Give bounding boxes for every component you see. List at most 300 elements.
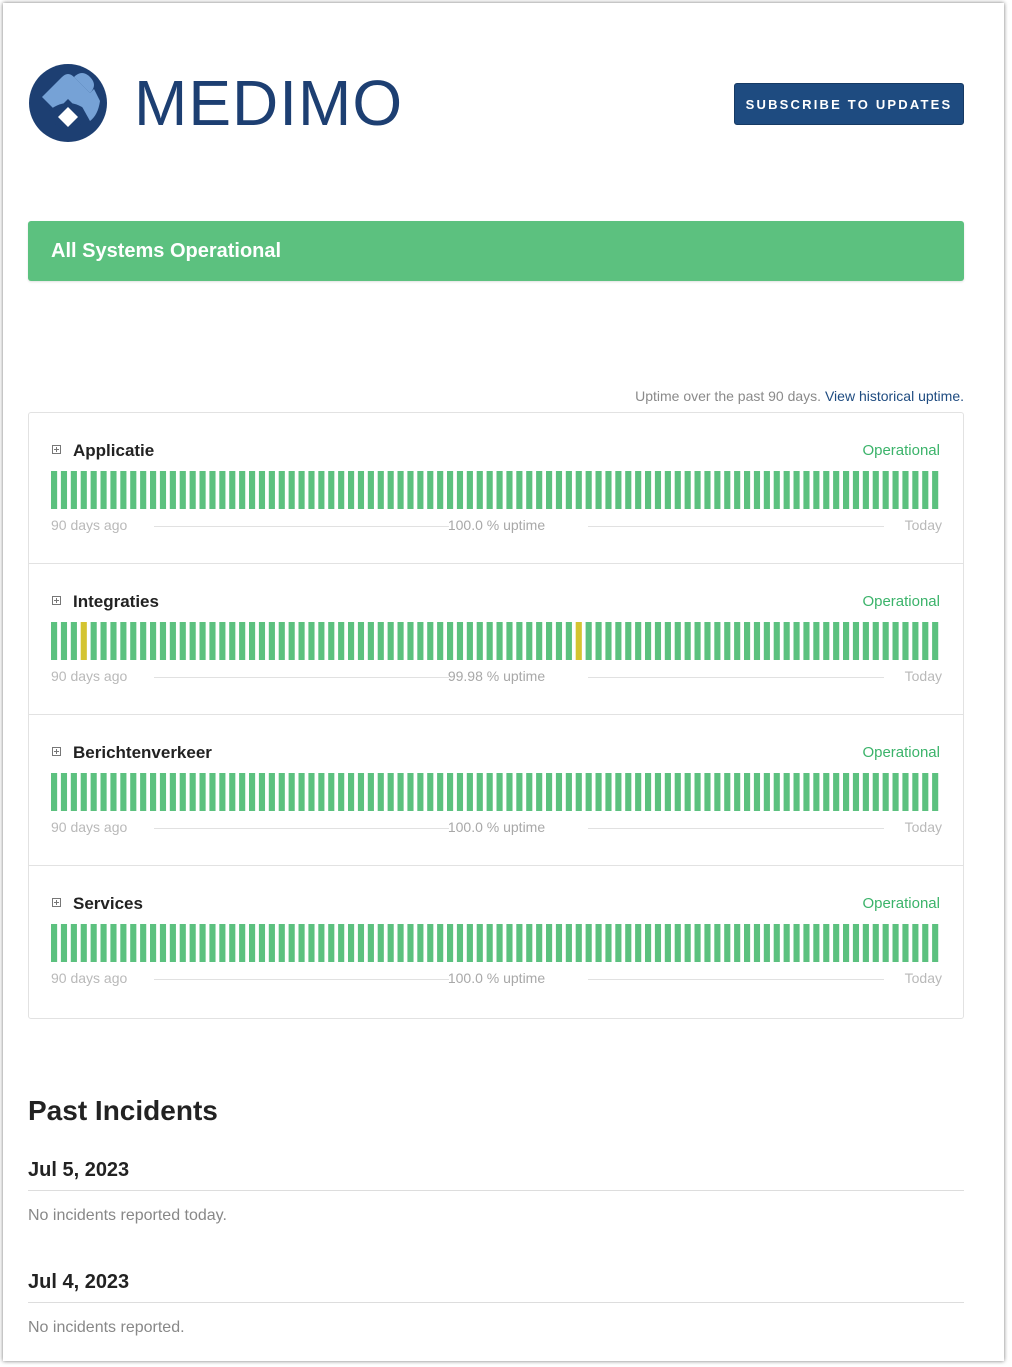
uptime-day-bar[interactable] bbox=[249, 773, 255, 811]
uptime-day-bar[interactable] bbox=[249, 924, 255, 962]
uptime-day-bar[interactable] bbox=[615, 773, 621, 811]
uptime-day-bar[interactable] bbox=[190, 924, 196, 962]
uptime-day-bar[interactable] bbox=[190, 773, 196, 811]
uptime-day-bar[interactable] bbox=[714, 471, 720, 509]
uptime-day-bar[interactable] bbox=[467, 773, 473, 811]
component-header[interactable] bbox=[51, 743, 940, 763]
uptime-day-bar[interactable] bbox=[51, 622, 57, 660]
uptime-day-bar[interactable] bbox=[427, 471, 433, 509]
uptime-day-bar[interactable] bbox=[209, 924, 215, 962]
uptime-day-bar[interactable] bbox=[101, 471, 107, 509]
uptime-day-bar[interactable] bbox=[566, 924, 572, 962]
uptime-day-bar[interactable] bbox=[348, 924, 354, 962]
uptime-day-bar[interactable] bbox=[546, 622, 552, 660]
uptime-day-bar[interactable] bbox=[586, 773, 592, 811]
uptime-day-bar[interactable] bbox=[110, 924, 116, 962]
uptime-day-bar[interactable] bbox=[516, 924, 522, 962]
uptime-day-bar[interactable] bbox=[922, 622, 928, 660]
uptime-day-bar[interactable] bbox=[81, 924, 87, 962]
uptime-day-bar[interactable] bbox=[190, 471, 196, 509]
uptime-day-bar[interactable] bbox=[586, 471, 592, 509]
uptime-day-bar[interactable] bbox=[516, 622, 522, 660]
uptime-day-bar[interactable] bbox=[417, 924, 423, 962]
uptime-day-bar[interactable] bbox=[407, 622, 413, 660]
uptime-day-bar[interactable] bbox=[506, 924, 512, 962]
uptime-day-bar[interactable] bbox=[744, 924, 750, 962]
uptime-day-bar[interactable] bbox=[120, 471, 126, 509]
uptime-day-bar[interactable] bbox=[546, 773, 552, 811]
uptime-day-bar[interactable] bbox=[328, 924, 334, 962]
uptime-day-bar-degraded[interactable] bbox=[81, 622, 87, 660]
uptime-day-bar[interactable] bbox=[338, 924, 344, 962]
uptime-day-bar[interactable] bbox=[605, 773, 611, 811]
uptime-day-bar[interactable] bbox=[556, 924, 562, 962]
uptime-day-bar[interactable] bbox=[259, 471, 265, 509]
uptime-day-bar[interactable] bbox=[51, 924, 57, 962]
uptime-day-bar[interactable] bbox=[417, 471, 423, 509]
uptime-day-bar[interactable] bbox=[596, 773, 602, 811]
uptime-day-bar[interactable] bbox=[744, 773, 750, 811]
uptime-day-bar[interactable] bbox=[437, 773, 443, 811]
subscribe-button[interactable]: SUBSCRIBE TO UPDATES bbox=[734, 83, 964, 125]
expand-icon[interactable] bbox=[52, 898, 61, 907]
uptime-day-bar[interactable] bbox=[368, 622, 374, 660]
uptime-day-bar[interactable] bbox=[487, 471, 493, 509]
uptime-day-bar[interactable] bbox=[308, 773, 314, 811]
uptime-day-bar[interactable] bbox=[853, 622, 859, 660]
uptime-day-bar[interactable] bbox=[774, 471, 780, 509]
uptime-day-bar[interactable] bbox=[71, 471, 77, 509]
uptime-day-bar[interactable] bbox=[843, 622, 849, 660]
uptime-day-bar[interactable] bbox=[704, 622, 710, 660]
uptime-day-bar[interactable] bbox=[665, 773, 671, 811]
uptime-day-bar[interactable] bbox=[91, 773, 97, 811]
uptime-day-bar[interactable] bbox=[388, 773, 394, 811]
uptime-day-bar[interactable] bbox=[61, 471, 67, 509]
uptime-day-bar[interactable] bbox=[744, 622, 750, 660]
uptime-day-bar[interactable] bbox=[843, 924, 849, 962]
uptime-day-bar[interactable] bbox=[170, 924, 176, 962]
uptime-day-bar[interactable] bbox=[209, 773, 215, 811]
uptime-day-bar[interactable] bbox=[398, 471, 404, 509]
uptime-day-bar-degraded[interactable] bbox=[576, 622, 582, 660]
uptime-day-bar[interactable] bbox=[140, 773, 146, 811]
uptime-day-bar[interactable] bbox=[269, 924, 275, 962]
uptime-day-bar[interactable] bbox=[477, 773, 483, 811]
uptime-day-bar[interactable] bbox=[299, 622, 305, 660]
uptime-day-bar[interactable] bbox=[685, 773, 691, 811]
uptime-day-bar[interactable] bbox=[160, 622, 166, 660]
uptime-day-bar[interactable] bbox=[289, 622, 295, 660]
uptime-day-bar[interactable] bbox=[714, 622, 720, 660]
uptime-day-bar[interactable] bbox=[645, 622, 651, 660]
uptime-day-bar[interactable] bbox=[318, 471, 324, 509]
uptime-day-bar[interactable] bbox=[299, 471, 305, 509]
uptime-day-bar[interactable] bbox=[843, 471, 849, 509]
uptime-day-bar[interactable] bbox=[635, 471, 641, 509]
uptime-day-bar[interactable] bbox=[536, 924, 542, 962]
uptime-day-bar[interactable] bbox=[457, 924, 463, 962]
uptime-day-bar[interactable] bbox=[764, 471, 770, 509]
uptime-day-bar[interactable] bbox=[368, 471, 374, 509]
uptime-day-bar[interactable] bbox=[130, 924, 136, 962]
uptime-day-bar[interactable] bbox=[823, 471, 829, 509]
uptime-day-bar[interactable] bbox=[596, 622, 602, 660]
uptime-day-bar[interactable] bbox=[51, 471, 57, 509]
uptime-day-bar[interactable] bbox=[526, 622, 532, 660]
uptime-day-bar[interactable] bbox=[922, 924, 928, 962]
uptime-day-bar[interactable] bbox=[358, 622, 364, 660]
uptime-day-bar[interactable] bbox=[200, 471, 206, 509]
uptime-day-bar[interactable] bbox=[853, 471, 859, 509]
uptime-day-bar[interactable] bbox=[675, 622, 681, 660]
uptime-day-bar[interactable] bbox=[605, 924, 611, 962]
uptime-day-bar[interactable] bbox=[417, 773, 423, 811]
uptime-day-bar[interactable] bbox=[200, 773, 206, 811]
uptime-day-bar[interactable] bbox=[704, 471, 710, 509]
uptime-day-bar[interactable] bbox=[249, 622, 255, 660]
uptime-day-bar[interactable] bbox=[239, 622, 245, 660]
uptime-day-bar[interactable] bbox=[695, 924, 701, 962]
uptime-day-bar[interactable] bbox=[784, 924, 790, 962]
uptime-day-bar[interactable] bbox=[427, 622, 433, 660]
uptime-day-bar[interactable] bbox=[239, 471, 245, 509]
uptime-day-bar[interactable] bbox=[170, 773, 176, 811]
uptime-day-bar[interactable] bbox=[794, 924, 800, 962]
uptime-day-bar[interactable] bbox=[566, 471, 572, 509]
uptime-day-bar[interactable] bbox=[140, 924, 146, 962]
uptime-day-bar[interactable] bbox=[338, 622, 344, 660]
uptime-day-bar[interactable] bbox=[516, 471, 522, 509]
uptime-day-bar[interactable] bbox=[685, 924, 691, 962]
view-historical-uptime-link[interactable]: View historical uptime. bbox=[824, 388, 964, 404]
uptime-day-bar[interactable] bbox=[229, 924, 235, 962]
uptime-day-bar[interactable] bbox=[526, 773, 532, 811]
uptime-day-bar[interactable] bbox=[506, 471, 512, 509]
uptime-day-bar[interactable] bbox=[150, 622, 156, 660]
uptime-day-bar[interactable] bbox=[259, 924, 265, 962]
uptime-day-bar[interactable] bbox=[348, 773, 354, 811]
uptime-day-bar[interactable] bbox=[526, 471, 532, 509]
uptime-day-bar[interactable] bbox=[586, 622, 592, 660]
uptime-day-bar[interactable] bbox=[714, 773, 720, 811]
uptime-day-bar[interactable] bbox=[803, 773, 809, 811]
uptime-day-bar[interactable] bbox=[378, 773, 384, 811]
expand-icon[interactable] bbox=[52, 445, 61, 454]
uptime-day-bar[interactable] bbox=[318, 622, 324, 660]
uptime-day-bar[interactable] bbox=[813, 622, 819, 660]
uptime-day-bar[interactable] bbox=[150, 924, 156, 962]
uptime-day-bar[interactable] bbox=[893, 773, 899, 811]
uptime-day-bar[interactable] bbox=[407, 773, 413, 811]
uptime-day-bar[interactable] bbox=[180, 622, 186, 660]
uptime-day-bar[interactable] bbox=[873, 471, 879, 509]
uptime-day-bar[interactable] bbox=[774, 773, 780, 811]
uptime-day-bar[interactable] bbox=[378, 471, 384, 509]
uptime-day-bar[interactable] bbox=[219, 924, 225, 962]
uptime-day-bar[interactable] bbox=[497, 622, 503, 660]
uptime-day-bar[interactable] bbox=[427, 924, 433, 962]
uptime-day-bar[interactable] bbox=[170, 471, 176, 509]
uptime-day-bar[interactable] bbox=[447, 471, 453, 509]
uptime-day-bar[interactable] bbox=[902, 622, 908, 660]
uptime-day-bar[interactable] bbox=[437, 622, 443, 660]
uptime-day-bar[interactable] bbox=[704, 924, 710, 962]
uptime-day-bar[interactable] bbox=[180, 471, 186, 509]
uptime-day-bar[interactable] bbox=[635, 773, 641, 811]
uptime-day-bar[interactable] bbox=[932, 622, 938, 660]
uptime-day-bar[interactable] bbox=[398, 622, 404, 660]
uptime-day-bar[interactable] bbox=[724, 924, 730, 962]
uptime-day-bar[interactable] bbox=[556, 622, 562, 660]
uptime-day-bar[interactable] bbox=[229, 773, 235, 811]
uptime-day-bar[interactable] bbox=[229, 622, 235, 660]
uptime-day-bar[interactable] bbox=[437, 471, 443, 509]
uptime-day-bar[interactable] bbox=[338, 471, 344, 509]
uptime-day-bar[interactable] bbox=[576, 471, 582, 509]
uptime-day-bar[interactable] bbox=[744, 471, 750, 509]
uptime-day-bar[interactable] bbox=[506, 622, 512, 660]
uptime-day-bar[interactable] bbox=[863, 773, 869, 811]
uptime-day-bar[interactable] bbox=[91, 622, 97, 660]
uptime-day-bar[interactable] bbox=[457, 471, 463, 509]
uptime-day-bar[interactable] bbox=[546, 471, 552, 509]
uptime-day-bar[interactable] bbox=[912, 622, 918, 660]
uptime-day-bar[interactable] bbox=[289, 471, 295, 509]
uptime-day-bar[interactable] bbox=[754, 622, 760, 660]
uptime-day-bar[interactable] bbox=[695, 622, 701, 660]
uptime-day-bar[interactable] bbox=[675, 471, 681, 509]
uptime-day-bar[interactable] bbox=[467, 924, 473, 962]
component-header[interactable] bbox=[51, 441, 940, 461]
uptime-day-bar[interactable] bbox=[110, 773, 116, 811]
uptime-day-bar[interactable] bbox=[487, 622, 493, 660]
uptime-day-bar[interactable] bbox=[239, 924, 245, 962]
uptime-day-bar[interactable] bbox=[160, 773, 166, 811]
uptime-day-bar[interactable] bbox=[180, 773, 186, 811]
uptime-day-bar[interactable] bbox=[497, 924, 503, 962]
uptime-day-bar[interactable] bbox=[546, 924, 552, 962]
uptime-day-bar[interactable] bbox=[279, 773, 285, 811]
uptime-day-bar[interactable] bbox=[893, 622, 899, 660]
uptime-day-bar[interactable] bbox=[259, 622, 265, 660]
uptime-day-bar[interactable] bbox=[853, 773, 859, 811]
uptime-day-bar[interactable] bbox=[655, 622, 661, 660]
uptime-day-bar[interactable] bbox=[576, 924, 582, 962]
uptime-day-bar[interactable] bbox=[81, 471, 87, 509]
uptime-day-bar[interactable] bbox=[120, 622, 126, 660]
uptime-day-bar[interactable] bbox=[566, 773, 572, 811]
uptime-day-bar[interactable] bbox=[190, 622, 196, 660]
uptime-day-bar[interactable] bbox=[833, 773, 839, 811]
uptime-day-bar[interactable] bbox=[308, 924, 314, 962]
uptime-day-bar[interactable] bbox=[853, 924, 859, 962]
uptime-day-bar[interactable] bbox=[219, 773, 225, 811]
brand-logo[interactable] bbox=[28, 63, 403, 143]
uptime-day-bar[interactable] bbox=[883, 773, 889, 811]
uptime-day-bar[interactable] bbox=[615, 471, 621, 509]
uptime-day-bar[interactable] bbox=[665, 924, 671, 962]
uptime-day-bar[interactable] bbox=[447, 773, 453, 811]
uptime-day-bar[interactable] bbox=[932, 773, 938, 811]
uptime-day-bar[interactable] bbox=[388, 924, 394, 962]
uptime-day-bar[interactable] bbox=[348, 622, 354, 660]
uptime-day-bar[interactable] bbox=[487, 924, 493, 962]
uptime-day-bar[interactable] bbox=[803, 924, 809, 962]
uptime-day-bar[interactable] bbox=[734, 471, 740, 509]
uptime-day-bar[interactable] bbox=[734, 924, 740, 962]
uptime-day-bar[interactable] bbox=[348, 471, 354, 509]
uptime-day-bar[interactable] bbox=[219, 471, 225, 509]
uptime-day-bar[interactable] bbox=[140, 471, 146, 509]
uptime-day-bar[interactable] bbox=[526, 924, 532, 962]
uptime-day-bar[interactable] bbox=[724, 622, 730, 660]
uptime-day-bar[interactable] bbox=[912, 471, 918, 509]
component-header[interactable] bbox=[51, 894, 940, 914]
uptime-day-bar[interactable] bbox=[61, 773, 67, 811]
uptime-day-bar[interactable] bbox=[764, 773, 770, 811]
uptime-day-bar[interactable] bbox=[695, 471, 701, 509]
uptime-day-bar[interactable] bbox=[497, 773, 503, 811]
uptime-day-bar[interactable] bbox=[695, 773, 701, 811]
uptime-day-bar[interactable] bbox=[269, 471, 275, 509]
uptime-day-bar[interactable] bbox=[289, 924, 295, 962]
uptime-day-bar[interactable] bbox=[170, 622, 176, 660]
uptime-day-bar[interactable] bbox=[209, 471, 215, 509]
uptime-day-bar[interactable] bbox=[150, 471, 156, 509]
uptime-day-bar[interactable] bbox=[467, 471, 473, 509]
uptime-day-bar[interactable] bbox=[289, 773, 295, 811]
uptime-day-bar[interactable] bbox=[101, 924, 107, 962]
uptime-day-bar[interactable] bbox=[873, 924, 879, 962]
uptime-day-bar[interactable] bbox=[754, 773, 760, 811]
uptime-day-bar[interactable] bbox=[596, 471, 602, 509]
uptime-day-bar[interactable] bbox=[645, 471, 651, 509]
uptime-day-bar[interactable] bbox=[734, 622, 740, 660]
uptime-day-bar[interactable] bbox=[823, 924, 829, 962]
uptime-day-bar[interactable] bbox=[833, 622, 839, 660]
uptime-day-bar[interactable] bbox=[497, 471, 503, 509]
uptime-day-bar[interactable] bbox=[51, 773, 57, 811]
uptime-day-bar[interactable] bbox=[180, 924, 186, 962]
uptime-day-bar[interactable] bbox=[249, 471, 255, 509]
uptime-day-bar[interactable] bbox=[457, 773, 463, 811]
uptime-day-bar[interactable] bbox=[160, 471, 166, 509]
uptime-day-bar[interactable] bbox=[883, 924, 889, 962]
uptime-day-bar[interactable] bbox=[209, 622, 215, 660]
expand-icon[interactable] bbox=[52, 596, 61, 605]
uptime-day-bar[interactable] bbox=[368, 773, 374, 811]
uptime-day-bar[interactable] bbox=[734, 773, 740, 811]
uptime-day-bar[interactable] bbox=[675, 924, 681, 962]
uptime-day-bar[interactable] bbox=[912, 773, 918, 811]
uptime-day-bar[interactable] bbox=[447, 622, 453, 660]
uptime-day-bar[interactable] bbox=[407, 924, 413, 962]
uptime-day-bar[interactable] bbox=[328, 773, 334, 811]
uptime-day-bar[interactable] bbox=[794, 471, 800, 509]
uptime-day-bar[interactable] bbox=[843, 773, 849, 811]
uptime-day-bar[interactable] bbox=[71, 924, 77, 962]
uptime-day-bar[interactable] bbox=[932, 924, 938, 962]
uptime-day-bar[interactable] bbox=[299, 773, 305, 811]
uptime-day-bar[interactable] bbox=[338, 773, 344, 811]
uptime-day-bar[interactable] bbox=[318, 773, 324, 811]
uptime-day-bar[interactable] bbox=[774, 622, 780, 660]
uptime-day-bar[interactable] bbox=[61, 622, 67, 660]
uptime-day-bar[interactable] bbox=[833, 471, 839, 509]
uptime-day-bar[interactable] bbox=[556, 773, 562, 811]
uptime-day-bar[interactable] bbox=[130, 773, 136, 811]
uptime-day-bar[interactable] bbox=[477, 924, 483, 962]
uptime-day-bar[interactable] bbox=[506, 773, 512, 811]
uptime-day-bar[interactable] bbox=[863, 622, 869, 660]
uptime-day-bar[interactable] bbox=[675, 773, 681, 811]
uptime-day-bar[interactable] bbox=[655, 471, 661, 509]
uptime-day-bar[interactable] bbox=[625, 773, 631, 811]
uptime-day-bar[interactable] bbox=[229, 471, 235, 509]
uptime-day-bar[interactable] bbox=[110, 471, 116, 509]
uptime-day-bar[interactable] bbox=[368, 924, 374, 962]
uptime-day-bar[interactable] bbox=[873, 773, 879, 811]
uptime-day-bar[interactable] bbox=[239, 773, 245, 811]
uptime-day-bar[interactable] bbox=[902, 773, 908, 811]
uptime-day-bar[interactable] bbox=[358, 471, 364, 509]
uptime-day-bar[interactable] bbox=[665, 471, 671, 509]
uptime-day-bar[interactable] bbox=[477, 471, 483, 509]
uptime-day-bar[interactable] bbox=[764, 622, 770, 660]
uptime-day-bar[interactable] bbox=[932, 471, 938, 509]
uptime-day-bar[interactable] bbox=[645, 773, 651, 811]
uptime-day-bar[interactable] bbox=[863, 924, 869, 962]
uptime-day-bar[interactable] bbox=[902, 924, 908, 962]
uptime-day-bar[interactable] bbox=[685, 471, 691, 509]
uptime-day-bar[interactable] bbox=[279, 622, 285, 660]
uptime-day-bar[interactable] bbox=[150, 773, 156, 811]
uptime-day-bar[interactable] bbox=[922, 773, 928, 811]
uptime-day-bar[interactable] bbox=[645, 924, 651, 962]
uptime-day-bar[interactable] bbox=[813, 773, 819, 811]
uptime-day-bar[interactable] bbox=[883, 622, 889, 660]
uptime-day-bar[interactable] bbox=[318, 924, 324, 962]
uptime-day-bar[interactable] bbox=[259, 773, 265, 811]
uptime-day-bar[interactable] bbox=[724, 471, 730, 509]
uptime-day-bar[interactable] bbox=[358, 924, 364, 962]
uptime-day-bar[interactable] bbox=[794, 622, 800, 660]
uptime-day-bar[interactable] bbox=[605, 622, 611, 660]
uptime-day-bar[interactable] bbox=[902, 471, 908, 509]
uptime-day-bar[interactable] bbox=[893, 924, 899, 962]
uptime-day-bar[interactable] bbox=[91, 924, 97, 962]
uptime-day-bar[interactable] bbox=[328, 622, 334, 660]
uptime-day-bar[interactable] bbox=[774, 924, 780, 962]
uptime-day-bar[interactable] bbox=[388, 471, 394, 509]
uptime-day-bar[interactable] bbox=[269, 773, 275, 811]
uptime-day-bar[interactable] bbox=[754, 471, 760, 509]
uptime-day-bar[interactable] bbox=[308, 471, 314, 509]
uptime-day-bar[interactable] bbox=[596, 924, 602, 962]
uptime-day-bar[interactable] bbox=[279, 924, 285, 962]
uptime-day-bar[interactable] bbox=[407, 471, 413, 509]
uptime-day-bar[interactable] bbox=[704, 773, 710, 811]
uptime-day-bar[interactable] bbox=[536, 622, 542, 660]
uptime-day-bar[interactable] bbox=[328, 471, 334, 509]
uptime-day-bar[interactable] bbox=[576, 773, 582, 811]
uptime-day-bar[interactable] bbox=[803, 622, 809, 660]
uptime-day-bar[interactable] bbox=[794, 773, 800, 811]
uptime-day-bar[interactable] bbox=[200, 924, 206, 962]
uptime-day-bar[interactable] bbox=[536, 471, 542, 509]
uptime-day-bar[interactable] bbox=[358, 773, 364, 811]
